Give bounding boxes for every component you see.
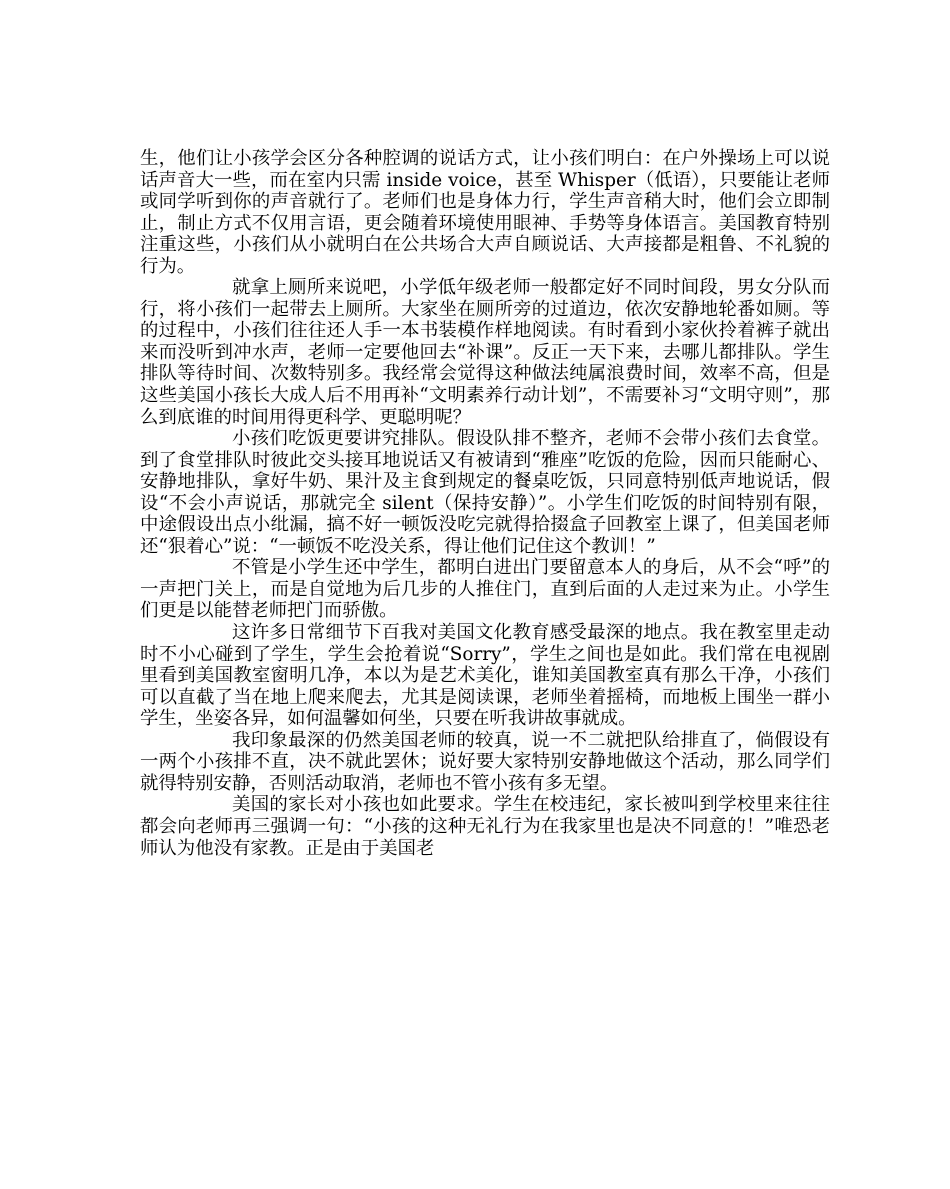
- paragraph-teacher-strictness: 我印象最深的仍然美国老师的较真，说一不二就把队给排直了，倘假设有一两个小孩排不直，决不就此罢休；说好要大家特别安静地做这个活动，那么同学们就得特别安静，否则活动取消，老师也不管小孩有多无望。: [140, 729, 830, 794]
- paragraph-door-holding: 不管是小学生还中学生，都明白进出门要留意本人的身后，从不会“呼”的一声把门关上，而是自觉地为后几步的人推住门，直到后面的人走过来为止。小学生们更是以能替老师把门而骄傲。: [140, 557, 830, 622]
- paragraph-continuation: 生，他们让小孩学会区分各种腔调的说话方式，让小孩们明白：在户外操场上可以说话声音大一些，而在室内只需 inside voice，甚至 Whisper（低语），只要能让老师或同学听到你的声音就行了。老师们也是身体力行，学生声音稍大时，他们会立即制止，制止方式不仅用言语，更会随着环境使用眼神、手势等身体语言。美国教育特别注重这些，小孩们从小就明白在公共场合大声自顾说话、大声接都是粗鲁、不礼貌的行为。: [140, 148, 830, 277]
- document-page: [140, 148, 830, 859]
- paragraph-restroom-queue: 就拿上厕所来说吧，小学低年级老师一般都定好不同时间段，男女分队而行，将小孩们一起带去上厕所。大家坐在厕所旁的过道边，依次安静地轮番如厕。等的过程中，小孩们往往还人手一本书装模作样地阅读。有时看到小家伙拎着裤子就出来而没听到冲水声，老师一定要他回去“补课”。反正一天下来，去哪儿都排队。学生排队等待时间、次数特别多。我经常会觉得这种做法纯属浪费时间，效率不高，但是这些美国小孩长大成人后不用再补“文明素养行动计划”，不需要补习“文明守则”，那么到底谁的时间用得更科学、更聪明呢？: [140, 277, 830, 428]
- paragraph-classroom-details: 这许多日常细节下百我对美国文化教育感受最深的地点。我在教室里走动时不小心碰到了学生，学生会抢着说“Sorry”，学生之间也是如此。我们常在电视剧里看到美国教室窗明几净，本以为是艺术美化，谁知美国教室真有那么干净，小孩们可以直截了当在地上爬来爬去，尤其是阅读课，老师坐着摇椅，而地板上围坐一群小学生，坐姿各异，如何温馨如何坐，只要在听我讲故事就成。: [140, 622, 830, 730]
- paragraph-lunch-queue: 小孩们吃饭更要讲究排队。假设队排不整齐，老师不会带小孩们去食堂。到了食堂排队时彼此交头接耳地说话又有被请到“雅座”吃饭的危险，因而只能耐心、安静地排队，拿好牛奶、果汁及主食到规定的餐桌吃饭，只同意特别低声地说话，假设“不会小声说话，那就完全 silent（保持安静）”。小学生们吃饭的时间特别有限，中途假设出点小纰漏，搞不好一顿饭没吃完就得拾掇盒子回教室上课了，但美国老师还“狠着心”说：“一顿饭不吃没关系，得让他们记住这个教训！”: [140, 428, 830, 557]
- paragraph-parents: 美国的家长对小孩也如此要求。学生在校违纪，家长被叫到学校里来往往都会向老师再三强调一句：“小孩的这种无礼行为在我家里也是决不同意的！”唯恐老师认为他没有家教。正是由于美国老: [140, 794, 830, 859]
